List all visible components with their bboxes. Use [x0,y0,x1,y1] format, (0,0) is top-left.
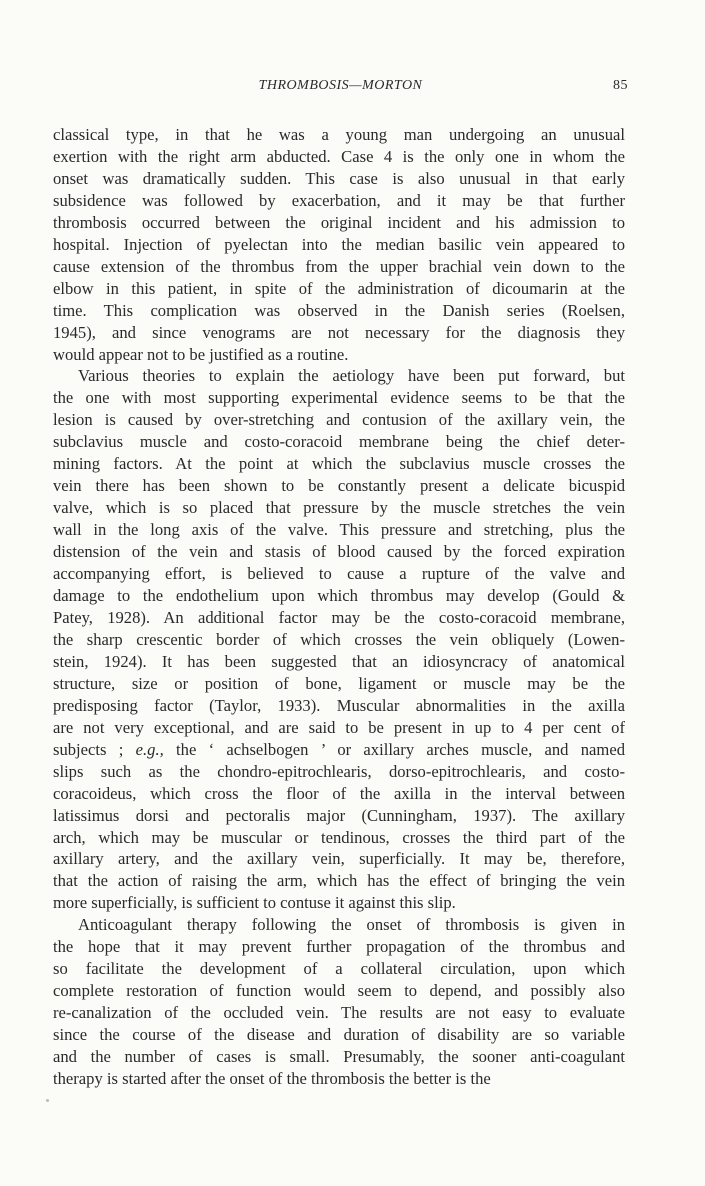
text-line: onset was dramatically sudden. This case is also unusual in that early [53,168,625,188]
text-line: would appear not to be justified as a routine. [53,344,349,364]
text-line: damage to the endothelium upon which thrombus may develop (Gould & [53,586,625,606]
text-line: valve, which is so placed that pressure by the muscle stretches the vein [53,498,625,518]
text-line: accompanying effort, is believed to cause a rupture of the valve and [53,564,625,584]
text-line: elbow in this patient, in spite of the administration of dicoumarin at the [53,278,625,298]
text-line: time. This complication was observed in the Danish series (Roelsen, [53,300,625,320]
text-line: slips such as the chondro-epitrochlearis, dorso-epitrochlearis, and costo- [53,761,625,781]
text-line: arch, which may be muscular or tendinous, crosses the third part of the [53,827,625,847]
text-line: thrombosis occurred between the original incident and his admission to [53,212,625,232]
text-line: the one with most supporting experimental evidence seems to be that the [53,388,625,408]
text-line: distension of the vein and stasis of blood caused by the forced expiration [53,542,625,562]
text-line: subsidence was followed by exacerbation, and it may be that further [53,190,625,210]
text-line: are not very exceptional, and are said to be present in up to 4 per cent of [53,717,625,737]
text-line: the sharp crescentic border of which crosses the vein obliquely (Lowen- [53,629,625,649]
text-line: therapy is started after the onset of the thrombosis the better is the [53,1068,491,1088]
text-line: exertion with the right arm abducted. Case 4 is the only one in whom the [53,146,625,166]
text-line: mining factors. At the point at which the subclavius muscle crosses the [53,454,625,474]
text-line: coracoideus, which cross the floor of the axilla in the interval between [53,783,625,803]
text-line: complete restoration of function would seem to depend, and possibly also [53,981,625,1001]
text-line: axillary artery, and the axillary vein, superficially. It may be, therefore, [53,849,625,869]
text-line: predisposing factor (Taylor, 1933). Muscular abnormalities in the axilla [53,695,625,715]
body-text [53,124,625,1090]
text-line: subclavius muscle and costo-coracoid membrane being the chief deter- [53,432,625,452]
text-line: stein, 1924). It has been suggested that an idiosyncracy of anatomical [53,651,625,671]
text-line: structure, size or position of bone, ligament or muscle may be the [53,673,625,693]
text-line: lesion is caused by over-stretching and contusion of the axillary vein, the [53,410,625,430]
paragraph [53,124,625,365]
text-line: classical type, in that he was a young man undergoing an unusual [53,125,625,144]
text-line: re-canalization of the occluded vein. The results are not easy to evaluate [53,1003,625,1023]
text-line: latissimus dorsi and pectoralis major (Cunningham, 1937). The axillary [53,805,625,825]
text-line: subjects ; e.g., the ‘ achselbogen ’ or axillary arches muscle, and named [53,739,625,759]
text-line: and the number of cases is small. Presumably, the sooner anti-coagulant [53,1047,625,1067]
paragraph [53,914,625,1090]
text-line: since the course of the disease and duration of disability are so variable [53,1025,625,1045]
text-line: vein there has been shown to be constantly present a delicate bicuspid [53,476,625,496]
running-head [53,78,628,98]
print-speck [46,1099,49,1102]
text-line: the hope that it may prevent further propagation of the thrombus and [53,937,625,957]
text-line: that the action of raising the arm, which has the effect of bringing the vein [53,871,625,891]
text-line: wall in the long axis of the valve. This pressure and stretching, plus the [53,520,625,540]
text-line: cause extension of the thrombus from the upper brachial vein down to the [53,256,625,276]
running-title: THROMBOSIS—MORTON [258,78,423,93]
text-line: Anticoagulant therapy following the onset of thrombosis is given in [78,915,625,935]
page-number: 85 [613,78,628,93]
text-line: Patey, 1928). An additional factor may be the costo-coracoid membrane, [53,607,625,627]
italic-abbrev: e.g., [135,739,164,759]
text-line: so facilitate the development of a collateral circulation, upon which [53,959,625,979]
text-line: more superficially, is sufficient to contuse it against this slip. [53,893,456,913]
paragraph [53,365,625,914]
text-line: 1945), and since venograms are not necessary for the diagnosis they [53,322,625,342]
text-line: hospital. Injection of pyelectan into the median basilic vein appeared to [53,234,625,254]
text-line: Various theories to explain the aetiology have been put forward, but [78,366,625,386]
